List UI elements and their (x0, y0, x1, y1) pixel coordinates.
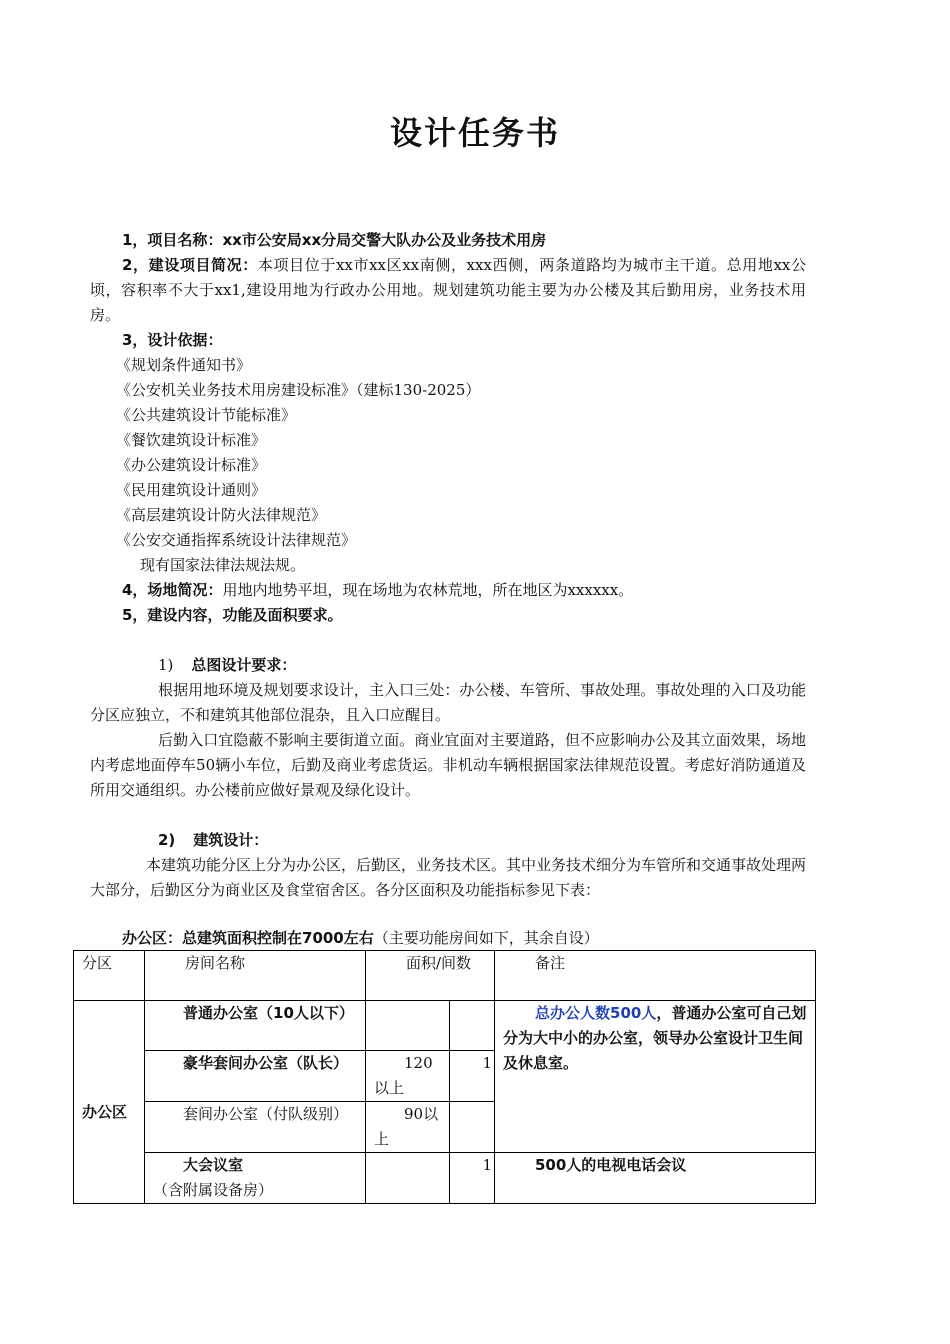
area-cell (366, 1153, 450, 1204)
zone-cell: 办公区 (74, 1001, 145, 1204)
section-5-heading: 5，建设内容，功能及面积要求。 (122, 606, 343, 624)
section-2-text: 本项目位于xx市xx区xx南侧，xxx西侧，两条道路均为城市主干道。总用地xx公顷，容积率不大于xx1,建设用地为行政办公用地。规划建筑功能主要为办公楼及其后勤用房，业务技术用房。 (90, 256, 806, 324)
room-name-cell: 大会议室（含附属设备房） (145, 1153, 366, 1204)
subsection-1-num: 1) (158, 656, 174, 674)
header-zone: 分区 (74, 951, 145, 1001)
count-cell (450, 1102, 495, 1153)
ref-item: 《公共建筑设计节能标准》 (116, 406, 297, 424)
section-4-text: 用地内地势平坦，现在场地为农林荒地，所在地区为xxxxxx。 (222, 581, 634, 599)
subsection-2-paragraph-1: 本建筑功能分区上分为办公区，后勤区，业务技术区。其中业务技术细分为车管所和交通事故处理两大部分，后勤区分为商业区及食堂宿舍区。各分区面积及功能指标参见下表： (90, 856, 807, 899)
section-3-heading: 3，设计依据： (122, 331, 223, 349)
ref-item: 《办公建筑设计标准》 (116, 456, 267, 474)
section-2-paragraph (90, 253, 806, 328)
ref-item: 《公安交通指挥系统设计法律规范》 (116, 531, 357, 549)
ref-item: 《公安机关业务技术用房建设标准》（建标130-2025） (116, 381, 481, 399)
header-area-count: 面积/间数 (366, 951, 495, 1001)
table-row (74, 1001, 816, 1051)
page-title: 设计任务书 (389, 114, 560, 152)
ref-item: 《高层建筑设计防火法律规范》 (116, 506, 327, 524)
subsection-2-num: 2) (158, 831, 176, 849)
room-name-cell: 豪华套间办公室（队长） (145, 1051, 366, 1102)
area-cell (366, 1001, 450, 1051)
note-cell-1: 总办公人数500人，普通办公室可自己划分为大中小的办公室，领导办公室设计卫生间及休息室。 (495, 1001, 816, 1153)
ref-item: 《民用建筑设计通则》 (116, 481, 267, 499)
area-cell: 120以上 (366, 1051, 450, 1102)
table-header-row (74, 951, 816, 1001)
area-table (73, 950, 816, 1204)
table-row (74, 1153, 816, 1204)
subsection-2-heading (158, 828, 268, 853)
header-note: 备注 (495, 951, 816, 1001)
note-highlight: 总办公人数500人 (535, 1004, 657, 1022)
section-4-line (122, 578, 633, 603)
ref-tail: 现有国家法律法规法规。 (140, 556, 306, 574)
ref-item: 《餐饮建筑设计标准》 (116, 431, 267, 449)
ref-item: 《规划条件通知书》 (116, 356, 252, 374)
note-cell-2: 500人的电视电话会议 (495, 1153, 816, 1204)
header-room-name: 房间名称 (145, 951, 366, 1001)
section-2-label: 2，建设项目简况： (122, 256, 258, 274)
count-cell: 1 (450, 1153, 495, 1204)
table-caption (122, 926, 599, 951)
subsection-1-paragraph-1: 根据用地环境及规划要求设计，主入口三处：办公楼、车管所、事故处理。事故处理的入口及功能分区应独立，不和建筑其他部位混杂，且入口应醒目。 (90, 681, 806, 724)
room-name-cell: 普通办公室（10人以下） (145, 1001, 366, 1051)
subsection-1-label: 总图设计要求： (191, 656, 297, 674)
count-cell (450, 1001, 495, 1051)
subsection-2-label: 建筑设计： (193, 831, 269, 849)
table-caption-normal: （主要功能房间如下，其余自设） (373, 929, 599, 947)
section-4-label: 4，场地简况： (122, 581, 223, 599)
subsection-1-paragraph-2: 后勤入口宜隐蔽不影响主要街道立面。商业宜面对主要道路，但不应影响办公及其立面效果，场地内考虑地面停车50辆小车位，后勤及商业考虑货运。非机动车辆根据国家法律规范设置。考虑好消防通道及所用交通组织。办公楼前应做好景观及绿化设计。 (90, 731, 806, 799)
table-caption-bold: 办公区：总建筑面积控制在7000左右 (122, 929, 374, 947)
subsection-1-heading (158, 653, 296, 678)
count-cell: 1 (450, 1051, 495, 1102)
area-cell: 90以上 (366, 1102, 450, 1153)
section-1-heading: 1，项目名称：xx市公安局xx分局交警大队办公及业务技术用房 (122, 231, 547, 249)
room-name-cell: 套间办公室（付队级别） (145, 1102, 366, 1153)
